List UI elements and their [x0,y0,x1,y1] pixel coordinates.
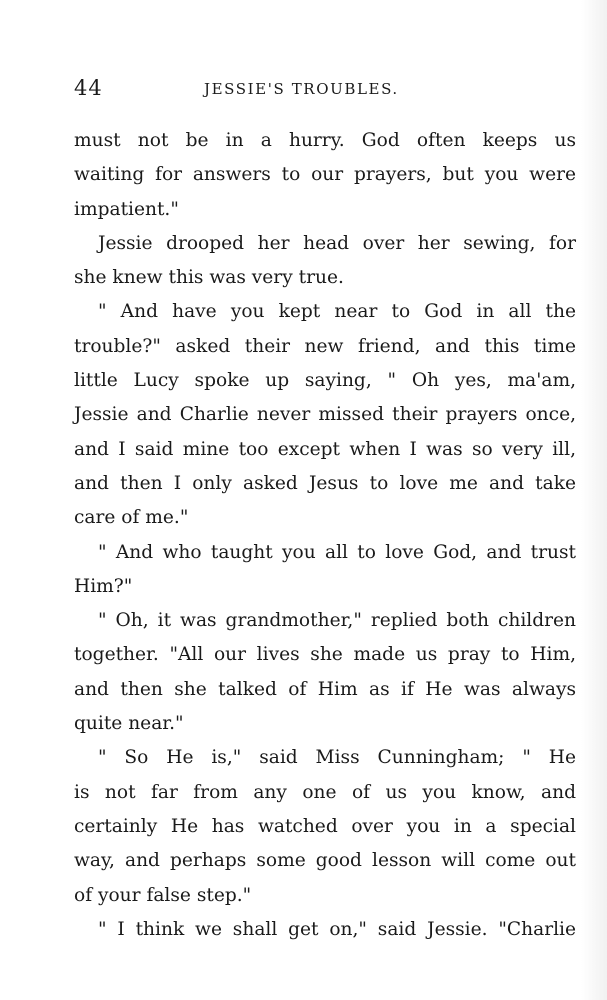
page-number: 44 [74,76,103,100]
text-line: waiting for answers to our prayers, but you were [74,164,576,186]
text-line: trouble?" asked their new friend, and this time [74,335,576,357]
page-header [74,76,576,106]
text-line: " And who taught you all to love God, and trust [98,541,576,563]
text-line: together. "All our lives she made us pray to Him, [74,644,576,666]
text-line: is not far from any one of us you know, and [74,781,576,803]
text-line: and then I only asked Jesus to love me and take [74,472,576,494]
text-line: way, and perhaps some good lesson will come out [74,850,576,872]
text-line: must not be in a hurry. God often keeps us [74,130,576,151]
paragraph [74,741,576,912]
text-line: " Oh, it was grandmother," replied both children [98,610,576,632]
text-line: " So He is," said Miss Cunningham; " He [98,747,576,769]
text-line: quite near." [74,713,184,735]
text-line: Him?" [74,575,133,597]
text-line: of your false step." [74,884,252,906]
paragraph [74,913,576,947]
text-line: " I think we shall get on," said Jessie. "Charlie [98,918,576,940]
paragraph [74,295,576,535]
text-line: she knew this was very true. [74,267,344,289]
paragraph [74,604,576,741]
text-line: " And have you kept near to God in all the [98,301,576,323]
paragraph [74,124,576,227]
text-line: Jessie and Charlie never missed their prayers once, [74,404,576,426]
text-line: impatient." [74,198,179,220]
body-text [74,124,576,947]
text-line: little Lucy spoke up saying, " Oh yes, ma'am, [74,370,576,392]
text-line: certainly He has watched over you in a special [74,815,576,837]
paragraph [74,536,576,605]
text-line: Jessie drooped her head over her sewing, for [98,232,576,254]
running-title: JESSIE'S TROUBLES. [204,80,399,98]
text-line: and then she talked of Him as if He was always [74,678,576,700]
page-edge-shadow [581,0,607,1000]
text-line: care of me." [74,507,189,529]
text-line: and I said mine too except when I was so very ill, [74,438,576,460]
paragraph [74,227,576,296]
